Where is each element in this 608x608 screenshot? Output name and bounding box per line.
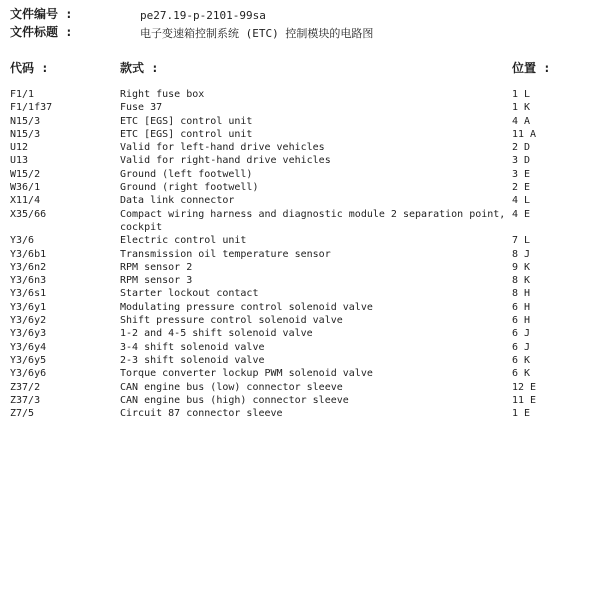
cell-description xyxy=(120,181,512,194)
description-line: Torque converter lockup PWM solenoid valve xyxy=(120,368,373,380)
cell-description xyxy=(120,194,512,207)
table-row xyxy=(10,115,598,128)
cell-code: U12 xyxy=(10,142,29,154)
cell-position: 11 E xyxy=(512,394,537,406)
description-line: Ground (left footwell) xyxy=(120,168,253,180)
cell-description xyxy=(120,101,512,114)
description-line: Shift pressure control solenoid valve xyxy=(120,315,343,327)
cell-code: Y3/6s1 xyxy=(10,288,47,300)
description-line: Starter lockout contact xyxy=(120,288,259,300)
cell-description xyxy=(120,287,512,300)
cell-position: 6 H xyxy=(512,315,531,327)
cell-code: N15/3 xyxy=(10,115,41,127)
doc-title-row xyxy=(10,24,598,42)
table-column-headers xyxy=(10,61,598,76)
cell-code: Y3/6n2 xyxy=(10,261,47,273)
component-table xyxy=(10,88,598,420)
cell-code: Y3/6n3 xyxy=(10,275,47,287)
cell-code: Y3/6b1 xyxy=(10,248,47,260)
cell-position: 11 A xyxy=(512,128,537,140)
cell-code: Z37/2 xyxy=(10,381,41,393)
doc-number-row xyxy=(10,6,598,24)
cell-description xyxy=(120,261,512,274)
cell-code: Y3/6 xyxy=(10,235,35,247)
table-row xyxy=(10,287,598,300)
cell-description xyxy=(120,274,512,287)
description-line: Data link connector xyxy=(120,195,235,207)
document-header xyxy=(10,6,598,42)
doc-title-value: 电子变速箱控制系统 (ETC) 控制模块的电路图 xyxy=(140,27,374,40)
cell-description xyxy=(120,234,512,247)
cell-code: Y3/6y6 xyxy=(10,368,47,380)
cell-position: 6 J xyxy=(512,328,531,340)
table-row xyxy=(10,394,598,407)
table-row xyxy=(10,234,598,247)
cell-position: 1 E xyxy=(512,408,531,420)
cell-position: 2 D xyxy=(512,142,531,154)
cell-position: 8 H xyxy=(512,288,531,300)
description-line: Electric control unit xyxy=(120,235,247,247)
cell-position: 6 J xyxy=(512,341,531,353)
cell-code: Y3/6y2 xyxy=(10,315,47,327)
description-line: Compact wiring harness and diagnostic module 2 separation point, xyxy=(120,208,506,220)
table-row xyxy=(10,194,598,207)
table-row xyxy=(10,314,598,327)
table-row xyxy=(10,181,598,194)
description-line: Valid for left-hand drive vehicles xyxy=(120,142,325,154)
column-header-code: 代码 : xyxy=(10,61,49,75)
description-line: Ground (right footwell) xyxy=(120,182,259,194)
cell-code: Z7/5 xyxy=(10,408,35,420)
description-line: RPM sensor 3 xyxy=(120,275,193,287)
column-header-position: 位置 : xyxy=(512,61,551,75)
cell-code: X11/4 xyxy=(10,195,41,207)
table-row xyxy=(10,301,598,314)
description-line: Modulating pressure control solenoid valve xyxy=(120,301,373,313)
cell-position: 4 A xyxy=(512,115,531,127)
cell-position: 2 E xyxy=(512,182,531,194)
cell-position: 8 J xyxy=(512,248,531,260)
description-line: 3-4 shift solenoid valve xyxy=(120,341,265,353)
cell-code: Y3/6y5 xyxy=(10,354,47,366)
table-row xyxy=(10,274,598,287)
table-row xyxy=(10,354,598,367)
table-row xyxy=(10,154,598,167)
cell-description xyxy=(120,354,512,367)
description-line: Transmission oil temperature sensor xyxy=(120,248,331,260)
table-row xyxy=(10,141,598,154)
cell-position: 6 H xyxy=(512,301,531,313)
cell-position: 8 K xyxy=(512,275,531,287)
table-row xyxy=(10,407,598,420)
cell-code: Z37/3 xyxy=(10,394,41,406)
description-line: CAN engine bus (low) connector sleeve xyxy=(120,381,343,393)
description-line: Circuit 87 connector sleeve xyxy=(120,408,283,420)
cell-description xyxy=(120,381,512,394)
doc-title-label: 文件标题 : xyxy=(10,25,73,39)
cell-description xyxy=(120,168,512,181)
table-row xyxy=(10,248,598,261)
description-line: Fuse 37 xyxy=(120,102,163,114)
table-row xyxy=(10,168,598,181)
table-row xyxy=(10,208,598,235)
cell-code: W15/2 xyxy=(10,168,41,180)
cell-code: Y3/6y3 xyxy=(10,328,47,340)
cell-code: F1/1 xyxy=(10,89,35,100)
description-line: Valid for right-hand drive vehicles xyxy=(120,155,331,167)
cell-description xyxy=(120,154,512,167)
cell-code: F1/1f37 xyxy=(10,102,53,114)
cell-position: 4 L xyxy=(512,195,531,207)
cell-position: 3 D xyxy=(512,155,531,167)
description-line: Right fuse box xyxy=(120,89,205,100)
cell-code: Y3/6y1 xyxy=(10,301,47,313)
doc-number-label: 文件编号 : xyxy=(10,7,73,21)
cell-description xyxy=(120,128,512,141)
table-row xyxy=(10,381,598,394)
description-line: RPM sensor 2 xyxy=(120,261,193,273)
description-line: 1-2 and 4-5 shift solenoid valve xyxy=(120,328,313,340)
cell-description xyxy=(120,407,512,420)
cell-description xyxy=(120,314,512,327)
cell-description xyxy=(120,208,512,235)
cell-position: 1 L xyxy=(512,89,531,100)
cell-code: W36/1 xyxy=(10,182,41,194)
cell-code: Y3/6y4 xyxy=(10,341,47,353)
cell-description xyxy=(120,394,512,407)
cell-position: 3 E xyxy=(512,168,531,180)
cell-description xyxy=(120,115,512,128)
cell-code: N15/3 xyxy=(10,128,41,140)
description-line: ETC [EGS] control unit xyxy=(120,128,253,140)
doc-number-value: pe27.19-p-2101-99sa xyxy=(140,9,266,22)
table-row xyxy=(10,128,598,141)
description-line: 2-3 shift solenoid valve xyxy=(120,354,265,366)
description-line-continued: cockpit xyxy=(120,221,163,233)
description-line: CAN engine bus (high) connector sleeve xyxy=(120,394,349,406)
cell-position: 7 L xyxy=(512,235,531,247)
column-header-description: 款式 : xyxy=(120,61,159,75)
cell-description xyxy=(120,248,512,261)
cell-description xyxy=(120,327,512,340)
cell-position: 9 K xyxy=(512,261,531,273)
table-row xyxy=(10,367,598,380)
cell-position: 12 E xyxy=(512,381,537,393)
cell-description xyxy=(120,367,512,380)
table-row xyxy=(10,341,598,354)
cell-description xyxy=(120,301,512,314)
cell-code: X35/66 xyxy=(10,208,47,220)
description-line: ETC [EGS] control unit xyxy=(120,115,253,127)
cell-description xyxy=(120,341,512,354)
cell-position: 4 E xyxy=(512,208,531,220)
cell-description xyxy=(120,88,512,101)
cell-position: 6 K xyxy=(512,354,531,366)
table-row xyxy=(10,261,598,274)
cell-position: 6 K xyxy=(512,368,531,380)
cell-code: U13 xyxy=(10,155,29,167)
table-row xyxy=(10,88,598,101)
table-row xyxy=(10,101,598,114)
table-row xyxy=(10,327,598,340)
cell-description xyxy=(120,141,512,154)
cell-position: 1 K xyxy=(512,102,531,114)
